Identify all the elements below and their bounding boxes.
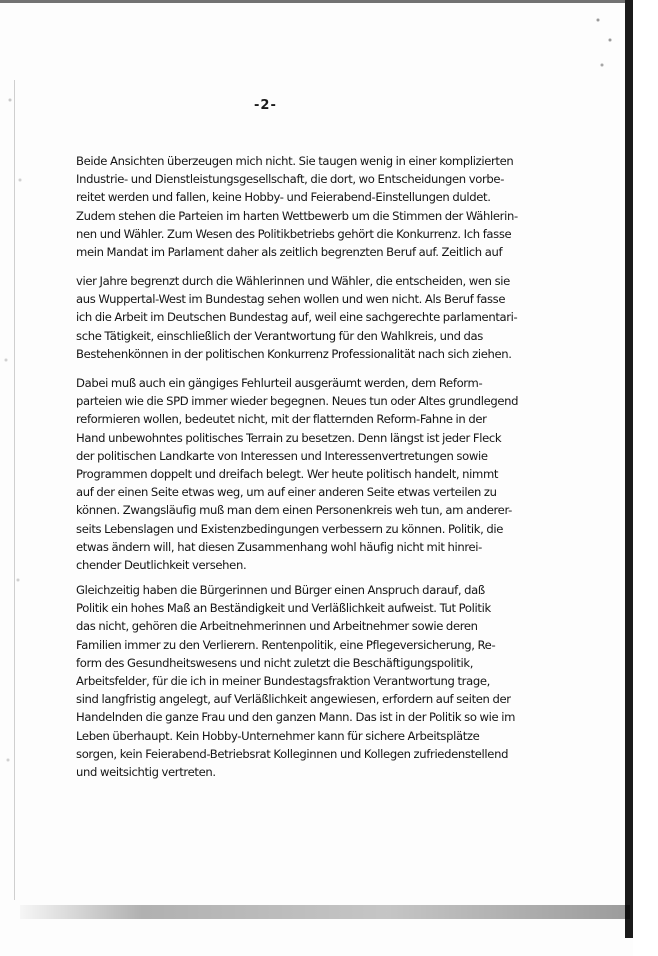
text-line: können. Zwangsläufig muß man dem einen Personenkreis weh tun, am anderer-	[76, 503, 512, 518]
text-line: und weitsichtig vertreten.	[76, 765, 216, 780]
paragraph-2	[76, 272, 528, 363]
text-line: der politischen Landkarte von Interessen und Interessenvertretungen sowie	[76, 448, 488, 463]
scan-right-noise	[590, 10, 620, 90]
text-line: Zudem stehen die Parteien im harten Wettbewerb um die Stimmen der Wählerin-	[76, 208, 518, 223]
text-line: sorgen, kein Feierabend-Betriebsrat Kolleginnen und Kollegen zufriedenstellend	[76, 746, 509, 761]
text-line: Industrie- und Dienstleistungsgesellschaft, die dort, wo Entscheidungen vorbe-	[76, 172, 505, 187]
text-line: Gleichzeitig haben die Bürgerinnen und Bürger einen Anspruch darauf, daß	[76, 583, 485, 597]
text-line: mein Mandat im Parlament daher als zeitlich begrenzten Beruf auf. Zeitlich auf	[76, 245, 503, 260]
text-line: Politik ein hohes Maß an Beständigkeit und Verläßlichkeit aufweist. Tut Politik	[76, 601, 491, 616]
scan-top-edge	[0, 0, 630, 3]
text-line: Hand unbewohntes politisches Terrain zu besetzen. Denn längst ist jeder Fleck	[76, 430, 502, 445]
text-line: parteien wie die SPD immer wieder begegnen. Neues tun oder Altes grundlegend	[76, 394, 519, 409]
text-line: Bestehenkönnen in der politischen Konkurrenz Professionalität nach sich ziehen.	[76, 346, 512, 361]
text-line: ich die Arbeit im Deutschen Bundestag auf, weil eine sachgerechte parlamentari-	[76, 310, 518, 325]
text-line: Dabei muß auch ein gängiges Fehlurteil ausgeräumt werden, dem Reform-	[76, 376, 483, 390]
text-line: reitet werden und fallen, keine Hobby- und Feierabend-Einstellungen duldet.	[76, 190, 491, 205]
text-line: vier Jahre begrenzt durch die Wählerinnen und Wähler, die entscheiden, wen sie	[76, 274, 510, 288]
text-line: Beide Ansichten überzeugen mich nicht. Sie taugen wenig in einer komplizierten	[76, 154, 514, 168]
scan-right-margin	[633, 0, 658, 956]
text-line: form des Gesundheitswesens und nicht zuletzt die Beschäftigungspolitik,	[76, 655, 474, 670]
text-line: nen und Wähler. Zum Wesen des Politikbetriebs gehört die Konkurrenz. Ich fasse	[76, 226, 512, 241]
text-line: sche Tätigkeit, einschließlich der Verantwortung für den Wahlkreis, und das	[76, 328, 483, 343]
text-line: auf der einen Seite etwas weg, um auf einer anderen Seite etwas verteilen zu	[76, 485, 497, 500]
text-line: das nicht, gehören die Arbeitnehmerinnen und Arbeitnehmer sowie deren	[76, 619, 478, 634]
scan-left-line	[14, 80, 15, 900]
scan-left-noise	[0, 60, 44, 920]
text-line: aus Wuppertal-West im Bundestag sehen wollen und wen nicht. Als Beruf fasse	[76, 292, 506, 307]
text-line: Handelnden die ganze Frau und den ganzen Mann. Das ist in der Politik so wie im	[76, 710, 516, 725]
page-number: -2-	[254, 98, 277, 113]
scan-bottom-edge	[20, 905, 630, 919]
paragraph-4	[76, 581, 528, 781]
scan-right-dark-edge	[625, 0, 633, 938]
text-line: seits Lebenslagen und Existenzbedingungen verbessern zu können. Politik, die	[76, 521, 504, 536]
text-line: Programmen doppelt und dreifach belegt. Wer heute politisch handelt, nimmt	[76, 467, 499, 482]
text-line: sind langfristig angelegt, auf Verläßlichkeit angewiesen, erfordern auf seiten der	[76, 692, 511, 707]
text-line: Leben überhaupt. Kein Hobby-Unternehmer kann für sichere Arbeitsplätze	[76, 728, 480, 743]
text-line: reformieren wollen, bedeutet nicht, mit der flatternden Reform-Fahne in der	[76, 412, 487, 427]
text-line: Familien immer zu den Verlierern. Rentenpolitik, eine Pflegeversicherung, Re-	[76, 637, 496, 652]
text-line: Arbeitsfelder, für die ich in meiner Bundestagsfraktion Verantwortung trage,	[76, 674, 490, 689]
paragraph-1	[76, 152, 528, 261]
text-line: chender Deutlichkeit versehen.	[76, 558, 247, 573]
text-line: etwas ändern will, hat diesen Zusammenhang wohl häufig nicht mit hinrei-	[76, 539, 483, 554]
paragraph-3	[76, 374, 528, 574]
